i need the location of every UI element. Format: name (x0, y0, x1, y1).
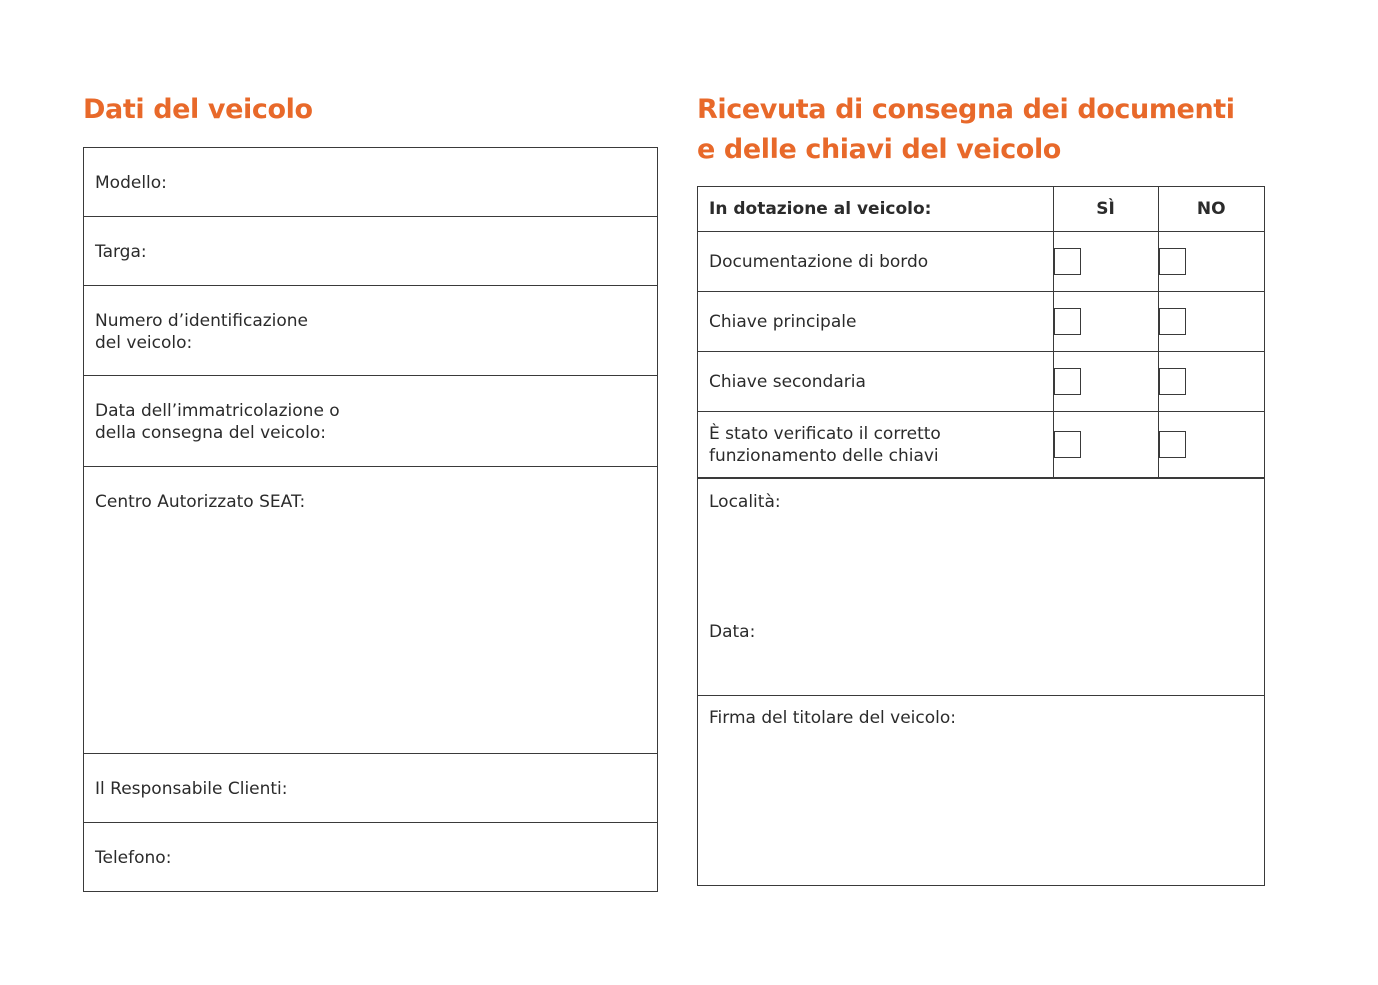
item-key-function-check (698, 412, 1053, 478)
table-row (698, 412, 1264, 478)
item-main-key: Chiave principale (698, 292, 1053, 352)
no-column-header: NO (1158, 187, 1264, 232)
checkbox-no-secondary-key[interactable] (1159, 368, 1186, 395)
checkbox-yes-documentation[interactable] (1054, 248, 1081, 275)
item-key-function-check-line2: funzionamento delle chiavi (709, 445, 939, 466)
field-model[interactable] (84, 148, 657, 216)
checkbox-yes-secondary-key[interactable] (1054, 368, 1081, 395)
equipment-table-header (698, 187, 1264, 232)
field-phone-label: Telefono: (95, 848, 172, 868)
table-row (698, 292, 1264, 352)
checkbox-no-documentation[interactable] (1159, 248, 1186, 275)
field-customer-manager[interactable] (84, 753, 657, 822)
yes-column-header: SÌ (1053, 187, 1158, 232)
item-secondary-key: Chiave secondaria (698, 352, 1053, 412)
equipment-table (698, 187, 1264, 478)
field-vin-label-line1: Numero d’identificazione (95, 311, 309, 331)
field-customer-manager-label: Il Responsabile Clienti: (95, 779, 288, 799)
delivery-receipt-title: Ricevuta di consegna dei documenti e delle chiavi del veicolo (697, 94, 1235, 165)
location-date-block[interactable] (698, 478, 1264, 695)
delivery-receipt-form (697, 186, 1265, 886)
table-row (698, 352, 1264, 412)
field-registration-date-label-line2: della consegna del veicolo: (95, 423, 326, 443)
field-authorized-center[interactable] (84, 466, 657, 753)
table-row (698, 232, 1264, 292)
field-plate-label: Targa: (95, 242, 147, 262)
field-plate[interactable] (84, 216, 657, 285)
item-key-function-check-line1: È stato verificato il corretto (709, 423, 941, 444)
signature-label: Firma del titolare del veicolo: (709, 708, 957, 728)
field-authorized-center-label: Centro Autorizzato SEAT: (95, 492, 306, 512)
checkbox-no-main-key[interactable] (1159, 308, 1186, 335)
checkbox-no-key-check[interactable] (1159, 431, 1186, 458)
item-onboard-documentation: Documentazione di bordo (698, 232, 1053, 292)
checkbox-yes-main-key[interactable] (1054, 308, 1081, 335)
vehicle-data-form (83, 147, 658, 892)
equipment-header-label: In dotazione al veicolo: (698, 187, 1053, 232)
field-registration-date-label-line1: Data dell’immatricolazione o (95, 401, 340, 421)
field-vin[interactable] (84, 285, 657, 375)
field-model-label: Modello: (95, 173, 167, 193)
date-label: Data: (709, 622, 756, 642)
field-phone[interactable] (84, 822, 657, 891)
location-label: Località: (709, 492, 781, 512)
field-vin-label-line2: del veicolo: (95, 333, 193, 353)
signature-block[interactable] (698, 695, 1264, 885)
field-registration-date[interactable] (84, 375, 657, 466)
vehicle-data-title: Dati del veicolo (83, 94, 313, 125)
checkbox-yes-key-check[interactable] (1054, 431, 1081, 458)
